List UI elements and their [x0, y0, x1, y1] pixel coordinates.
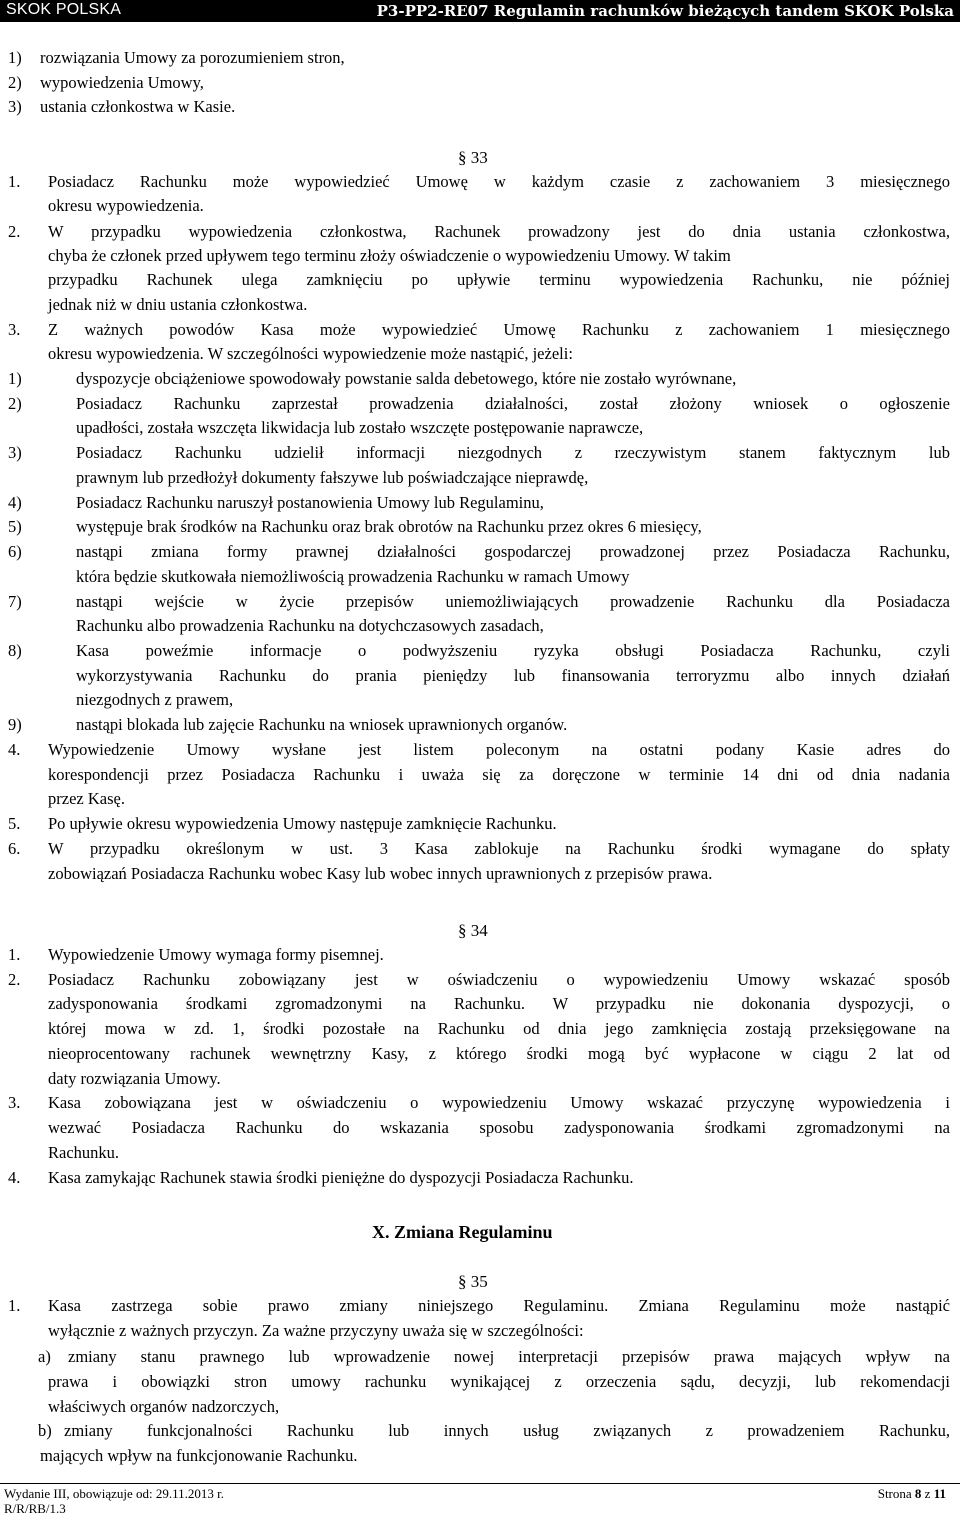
footer-page-number	[878, 1486, 946, 1502]
list-number: 4)	[8, 493, 22, 512]
list-text-line: Kasa zamykając Rachunek stawia środki pieniężne do dyspozycji Posiadacza Rachunku.	[48, 1168, 634, 1187]
lettered-number: b)	[38, 1421, 52, 1440]
list-number: 8)	[8, 641, 22, 660]
lettered-text-line: właściwych organów nadzorczych,	[48, 1397, 280, 1416]
paragraph-number: § 33	[458, 148, 488, 167]
lettered-text-line: zmiany funkcjonalności Rachunku lub innych usług związanych z prowadzeniem Rachunku,	[64, 1421, 950, 1440]
list-text-line: Wypowiedzenie Umowy wysłane jest listem poleconym na ostatni podany Kasie adres do	[48, 740, 950, 759]
list-text-line: której mowa w zd. 1, środki pozostałe na Rachunku od dnia jego zamknięcia zostają przeksięgowane na	[48, 1019, 950, 1038]
header-org-name: SKOK POLSKA	[6, 1, 122, 18]
list-text-line: Posiadacz Rachunku zobowiązany jest w oświadczeniu o wypowiedzeniu Umowy wskazać sposób	[48, 970, 950, 989]
paragraph-number: § 34	[458, 921, 488, 940]
list-number: 9)	[8, 715, 22, 734]
list-text-line: upadłości, została wszczęta likwidacja lub zostało wszczęte postępowanie naprawcze,	[76, 418, 644, 437]
list-text-line: nastąpi blokada lub zajęcie Rachunku na wniosek uprawnionych organów.	[76, 715, 568, 734]
list-text-line: niezgodnych z prawem,	[76, 690, 234, 709]
list-number: 4.	[8, 740, 21, 759]
page-footer	[0, 1483, 960, 1516]
list-number: 5)	[8, 517, 22, 536]
lettered-text-line: zmiany stanu prawnego lub wprowadzenie nowej interpretacji przepisów prawa mających wpływ na	[68, 1347, 950, 1366]
list-text-line: jednak niż w dniu ustania członkostwa.	[48, 295, 308, 314]
list-text-line: nastąpi zmiana formy prawnej działalności gospodarczej prowadzonej przez Posiadacza Rachunku,	[76, 542, 950, 561]
paragraph-number: § 35	[458, 1272, 488, 1291]
list-number: 6.	[8, 839, 21, 858]
list-text-line: daty rozwiązania Umowy.	[48, 1069, 221, 1088]
list-number: 3)	[8, 443, 22, 462]
list-number: 4.	[8, 1168, 21, 1187]
list-text-line: Posiadacz Rachunku zaprzestał prowadzenia działalności, został złożony wniosek o ogłoszenie	[76, 394, 950, 413]
list-number: 1.	[8, 172, 21, 191]
lettered-text-line: mających wpływ na funkcjonowanie Rachunku.	[40, 1446, 358, 1465]
list-text-line: przez Kasę.	[48, 789, 125, 808]
list-text-line: zadysponowania środkami zgromadzonymi na Rachunku. W przypadku nie dokonania dyspozycji, o	[48, 994, 950, 1013]
list-text-line: Posiadacz Rachunku udzielił informacji niezgodnych z rzeczywistym stanem faktycznym lub	[76, 443, 950, 462]
list-text-line: nastąpi wejście w życie przepisów uniemożliwiających prowadzenie Rachunku dla Posiadacza	[76, 592, 950, 611]
list-text-line: korespondencji przez Posiadacza Rachunku i uważa się za doręczone w terminie 14 dni od dnia nadania	[48, 765, 950, 784]
list-text-line: Z ważnych powodów Kasa może wypowiedzieć Umowę Rachunku z zachowaniem 1 miesięcznego	[48, 320, 950, 339]
list-number: 3.	[8, 320, 21, 339]
footer-page-current: 8	[914, 1486, 922, 1501]
list-text-line: Rachunku.	[48, 1143, 120, 1162]
list-text-line: która będzie skutkowała niemożliwością prowadzenia Rachunku w ramach Umowy	[76, 567, 630, 586]
list-text-line: Posiadacz Rachunku może wypowiedzieć Umowę w każdym czasie z zachowaniem 3 miesięcznego	[48, 172, 950, 191]
list-text-line: Po upływie okresu wypowiedzenia Umowy następuje zamknięcie Rachunku.	[48, 814, 557, 833]
list-text-line: zobowiązań Posiadacza Rachunku wobec Kasy lub wobec innych uprawnionych z przepisów prawa.	[48, 864, 713, 883]
footer-page-sep: z	[924, 1486, 931, 1501]
list-number: 1)	[8, 48, 22, 67]
list-number: 3.	[8, 1093, 21, 1112]
list-text-line: Rachunku albo prowadzenia Rachunku na dotychczasowych zasadach,	[76, 616, 544, 635]
footer-page-total: 11	[933, 1486, 946, 1501]
list-number: 7)	[8, 592, 22, 611]
header-document-code: P3-PP2-RE07 Regulamin rachunków bieżących tandem SKOK Polska	[376, 2, 954, 20]
list-text-line: prawnym lub przedłożył dokumenty fałszywe lub poświadczające nieprawdę,	[76, 468, 589, 487]
list-text-line: Posiadacz Rachunku naruszył postanowienia Umowy lub Regulaminu,	[76, 493, 544, 512]
list-text-line: W przypadku określonym w ust. 3 Kasa zablokuje na Rachunku środki wymagane do spłaty	[48, 839, 950, 858]
list-number: 2)	[8, 394, 22, 413]
list-number: 5.	[8, 814, 21, 833]
list-number: 3)	[8, 97, 22, 116]
list-text-line: wezwać Posiadacza Rachunku do wskazania sposobu zadysponowania środkami zgromadzonymi na	[48, 1118, 950, 1137]
section-heading: X. Zmiana Regulaminu	[372, 1222, 553, 1242]
list-number: 6)	[8, 542, 22, 561]
list-text-line: W przypadku wypowiedzenia członkostwa, Rachunek prowadzony jest do dnia ustania członkostwa,	[48, 222, 950, 241]
footer-edition: Wydanie III, obowiązuje od: 29.11.2013 r.	[4, 1486, 225, 1501]
list-text-line: wypowiedzenia Umowy,	[40, 73, 204, 92]
list-text-line: chyba że członek przed upływem tego terminu złoży oświadczenie o wypowiedzeniu Umowy. W takim	[48, 246, 731, 265]
list-text-line: przypadku Rachunek ulega zamknięciu po upływie terminu wypowiedzenia Rachunku, nie później	[48, 270, 950, 289]
page-header	[0, 0, 960, 22]
list-text-line: rozwiązania Umowy za porozumieniem stron,	[40, 48, 345, 67]
list-text-line: Kasa zastrzega sobie prawo zmiany niniejszego Regulaminu. Zmiana Regulaminu może nastąpić	[48, 1296, 950, 1315]
list-number: 2)	[8, 73, 22, 92]
footer-page-prefix: Strona	[877, 1486, 912, 1501]
list-number: 2.	[8, 222, 21, 241]
list-text-line: Kasa poweźmie informacje o podwyższeniu ryzyka obsługi Posiadacza Rachunku, czyli	[76, 641, 950, 660]
list-text-line: dyspozycje obciążeniowe spowodowały powstanie salda debetowego, które nie zostało wyrównane,	[76, 369, 737, 388]
list-text-line: wykorzystywania Rachunku do prania pieniędzy lub finansowania terroryzmu albo innych działań	[76, 666, 950, 685]
list-number: 1.	[8, 1296, 21, 1315]
list-number: 1)	[8, 369, 22, 388]
list-text-line: wyłącznie z ważnych przyczyn. Za ważne przyczyny uważa się w szczególności:	[48, 1321, 584, 1340]
list-text-line: ustania członkostwa w Kasie.	[40, 97, 236, 116]
list-text-line: Wypowiedzenie Umowy wymaga formy pisemnej.	[48, 945, 384, 964]
list-number: 2.	[8, 970, 21, 989]
list-text-line: Kasa zobowiązana jest w oświadczeniu o wypowiedzeniu Umowy wskazać przyczynę wypowiedzenia i	[48, 1093, 950, 1112]
lettered-text-line: prawa i obowiązki stron umowy rachunku wynikającej z orzeczenia sądu, decyzji, lub rekomendacji	[48, 1372, 950, 1391]
list-number: 1.	[8, 945, 21, 964]
footer-code: R/R/RB/1.3	[4, 1501, 66, 1516]
list-text-line: występuje brak środków na Rachunku oraz brak obrotów na Rachunku przez okres 6 miesięcy,	[76, 517, 702, 536]
lettered-number: a)	[38, 1347, 51, 1366]
list-text-line: okresu wypowiedzenia.	[48, 196, 204, 215]
list-text-line: okresu wypowiedzenia. W szczególności wypowiedzenie może nastąpić, jeżeli:	[48, 344, 573, 363]
list-text-line: nieoprocentowany rachunek wewnętrzny Kasy, z którego środki mogą być wypłacone w ciągu 2 lat od	[48, 1044, 950, 1063]
